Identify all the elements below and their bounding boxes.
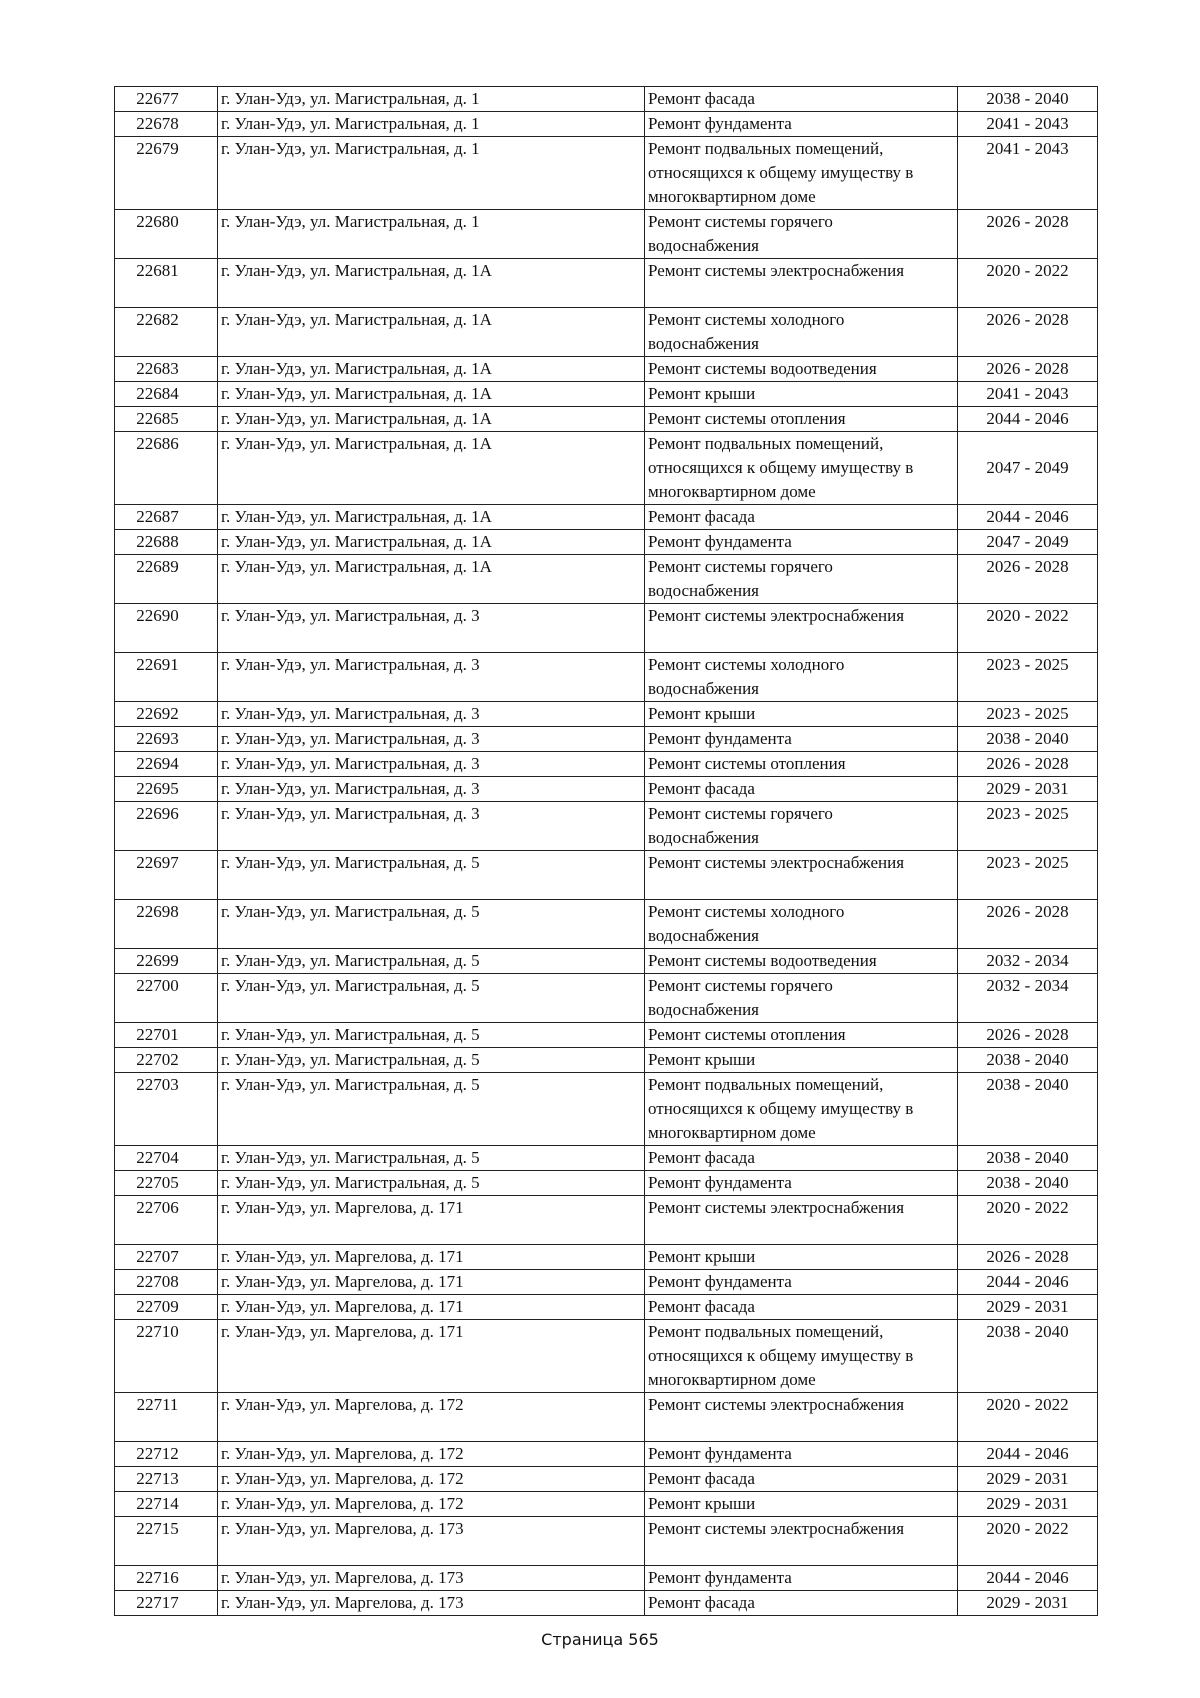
table-row	[115, 137, 1098, 210]
address-cell: г. Улан-Удэ, ул. Маргелова, д. 171	[218, 1270, 645, 1295]
address-cell: г. Улан-Удэ, ул. Маргелова, д. 171	[218, 1320, 645, 1393]
work-type-cell	[645, 1295, 958, 1320]
work-type-cell	[645, 87, 958, 112]
row-number: 22688	[115, 530, 218, 555]
address-cell: г. Улан-Удэ, ул. Маргелова, д. 172	[218, 1492, 645, 1517]
address-cell: г. Улан-Удэ, ул. Маргелова, д. 171	[218, 1245, 645, 1270]
work-type-cell	[645, 1196, 958, 1245]
period-cell: 2044 - 2046	[958, 1442, 1098, 1467]
table-row	[115, 357, 1098, 382]
row-number: 22684	[115, 382, 218, 407]
table-row	[115, 259, 1098, 308]
period-cell: 2026 - 2028	[958, 357, 1098, 382]
work-type-line: Ремонт фасада	[648, 89, 755, 108]
work-type-line: Ремонт фундамента	[648, 729, 792, 748]
address-cell: г. Улан-Удэ, ул. Магистральная, д. 3	[218, 653, 645, 702]
work-type-cell	[645, 1492, 958, 1517]
table-row	[115, 802, 1098, 851]
row-number: 22692	[115, 702, 218, 727]
work-type-cell	[645, 308, 958, 357]
address-cell: г. Улан-Удэ, ул. Маргелова, д. 173	[218, 1517, 645, 1566]
work-type-cell	[645, 112, 958, 137]
period-cell: 2020 - 2022	[958, 1517, 1098, 1566]
work-type-cell	[645, 1467, 958, 1492]
address-cell: г. Улан-Удэ, ул. Магистральная, д. 1А	[218, 382, 645, 407]
address-cell: г. Улан-Удэ, ул. Магистральная, д. 5	[218, 974, 645, 1023]
period-cell: 2038 - 2040	[958, 1048, 1098, 1073]
work-type-line: многоквартирном доме	[648, 1370, 816, 1389]
table-row	[115, 900, 1098, 949]
work-type-cell	[645, 702, 958, 727]
work-type-line: Ремонт фундамента	[648, 1444, 792, 1463]
address-cell: г. Улан-Удэ, ул. Магистральная, д. 1А	[218, 555, 645, 604]
period-cell: 2026 - 2028	[958, 210, 1098, 259]
work-type-line	[648, 1220, 954, 1244]
address-cell: г. Улан-Удэ, ул. Магистральная, д. 1	[218, 87, 645, 112]
work-type-line: водоснабжения	[648, 679, 759, 698]
period-cell: 2032 - 2034	[958, 949, 1098, 974]
table-row	[115, 752, 1098, 777]
row-number: 22677	[115, 87, 218, 112]
row-number: 22712	[115, 1442, 218, 1467]
work-type-cell	[645, 1171, 958, 1196]
work-type-cell	[645, 974, 958, 1023]
work-type-line: Ремонт системы электроснабжения	[648, 1519, 905, 1538]
table-row	[115, 505, 1098, 530]
row-number: 22714	[115, 1492, 218, 1517]
work-type-cell	[645, 357, 958, 382]
address-cell: г. Улан-Удэ, ул. Магистральная, д. 3	[218, 727, 645, 752]
period-cell: 2041 - 2043	[958, 137, 1098, 210]
period-cell: 2038 - 2040	[958, 1146, 1098, 1171]
work-type-line: Ремонт крыши	[648, 1050, 756, 1069]
address-cell: г. Улан-Удэ, ул. Магистральная, д. 5	[218, 1073, 645, 1146]
work-type-cell	[645, 1566, 958, 1591]
work-type-line: Ремонт подвальных помещений,	[648, 139, 884, 158]
work-type-line: Ремонт фундамента	[648, 1568, 792, 1587]
row-number: 22711	[115, 1393, 218, 1442]
row-number: 22696	[115, 802, 218, 851]
period-cell: 2029 - 2031	[958, 777, 1098, 802]
period-cell: 2023 - 2025	[958, 802, 1098, 851]
row-number: 22704	[115, 1146, 218, 1171]
repair-schedule-table	[114, 86, 1098, 1616]
work-type-cell	[645, 777, 958, 802]
work-type-line: многоквартирном доме	[648, 1123, 816, 1142]
work-type-cell	[645, 653, 958, 702]
work-type-line: Ремонт фундамента	[648, 1173, 792, 1192]
address-cell: г. Улан-Удэ, ул. Магистральная, д. 5	[218, 900, 645, 949]
address-cell: г. Улан-Удэ, ул. Магистральная, д. 1	[218, 210, 645, 259]
table-row	[115, 1023, 1098, 1048]
address-cell: г. Улан-Удэ, ул. Магистральная, д. 5	[218, 1146, 645, 1171]
period-cell: 2044 - 2046	[958, 407, 1098, 432]
row-number: 22682	[115, 308, 218, 357]
work-type-line: Ремонт подвальных помещений,	[648, 1322, 884, 1341]
table-row	[115, 530, 1098, 555]
work-type-line: Ремонт системы электроснабжения	[648, 1198, 905, 1217]
table-row	[115, 974, 1098, 1023]
work-type-line: Ремонт системы электроснабжения	[648, 853, 905, 872]
period-cell: 2032 - 2034	[958, 974, 1098, 1023]
work-type-line: Ремонт фасада	[648, 1469, 755, 1488]
work-type-line: Ремонт фасада	[648, 1148, 755, 1167]
work-type-line: Ремонт подвальных помещений,	[648, 434, 884, 453]
work-type-cell	[645, 900, 958, 949]
address-cell: г. Улан-Удэ, ул. Магистральная, д. 1	[218, 137, 645, 210]
table-row	[115, 604, 1098, 653]
row-number: 22700	[115, 974, 218, 1023]
address-cell: г. Улан-Удэ, ул. Магистральная, д. 5	[218, 1023, 645, 1048]
row-number: 22717	[115, 1591, 218, 1616]
work-type-line: Ремонт подвальных помещений,	[648, 1075, 884, 1094]
period-cell: 2038 - 2040	[958, 1320, 1098, 1393]
work-type-line: водоснабжения	[648, 236, 759, 255]
row-number: 22686	[115, 432, 218, 505]
work-type-line: Ремонт фасада	[648, 507, 755, 526]
table-row	[115, 1467, 1098, 1492]
row-number: 22699	[115, 949, 218, 974]
work-type-cell	[645, 802, 958, 851]
address-cell: г. Улан-Удэ, ул. Магистральная, д. 5	[218, 949, 645, 974]
work-type-line: относящихся к общему имуществу в	[648, 163, 914, 182]
period-cell: 2044 - 2046	[958, 1270, 1098, 1295]
row-number: 22698	[115, 900, 218, 949]
work-type-cell	[645, 1442, 958, 1467]
table-row	[115, 1048, 1098, 1073]
row-number: 22707	[115, 1245, 218, 1270]
table-row	[115, 1591, 1098, 1616]
table-row	[115, 1442, 1098, 1467]
work-type-line: водоснабжения	[648, 926, 759, 945]
row-number: 22687	[115, 505, 218, 530]
table-row	[115, 1566, 1098, 1591]
work-type-line: Ремонт системы холодного	[648, 655, 845, 674]
row-number: 22701	[115, 1023, 218, 1048]
work-type-cell	[645, 407, 958, 432]
table-row	[115, 1492, 1098, 1517]
work-type-cell	[645, 1023, 958, 1048]
address-cell: г. Улан-Удэ, ул. Магистральная, д. 5	[218, 1048, 645, 1073]
work-type-line: Ремонт фасада	[648, 1297, 755, 1316]
work-type-cell	[645, 259, 958, 308]
row-number: 22703	[115, 1073, 218, 1146]
work-type-line: многоквартирном доме	[648, 187, 816, 206]
period-cell: 2026 - 2028	[958, 308, 1098, 357]
address-cell: г. Улан-Удэ, ул. Магистральная, д. 1А	[218, 530, 645, 555]
period-cell: 2029 - 2031	[958, 1591, 1098, 1616]
table-row	[115, 1146, 1098, 1171]
work-type-line: относящихся к общему имуществу в	[648, 1346, 914, 1365]
work-type-line: относящихся к общему имуществу в	[648, 1099, 914, 1118]
work-type-line	[648, 875, 954, 899]
period-cell: 2029 - 2031	[958, 1467, 1098, 1492]
row-number: 22683	[115, 357, 218, 382]
period-cell: 2020 - 2022	[958, 604, 1098, 653]
table-row	[115, 1295, 1098, 1320]
table-row	[115, 777, 1098, 802]
work-type-cell	[645, 1270, 958, 1295]
row-number: 22706	[115, 1196, 218, 1245]
row-number: 22690	[115, 604, 218, 653]
table-row	[115, 210, 1098, 259]
row-number: 22715	[115, 1517, 218, 1566]
work-type-line: водоснабжения	[648, 334, 759, 353]
work-type-cell	[645, 1073, 958, 1146]
period-cell: 2041 - 2043	[958, 382, 1098, 407]
table-row	[115, 1270, 1098, 1295]
work-type-line: Ремонт системы электроснабжения	[648, 606, 905, 625]
work-type-line	[648, 1417, 954, 1441]
address-cell: г. Улан-Удэ, ул. Магистральная, д. 3	[218, 777, 645, 802]
work-type-cell	[645, 530, 958, 555]
period-cell: 2029 - 2031	[958, 1492, 1098, 1517]
address-cell: г. Улан-Удэ, ул. Маргелова, д. 172	[218, 1467, 645, 1492]
work-type-line: Ремонт системы отопления	[648, 409, 846, 428]
address-cell: г. Улан-Удэ, ул. Маргелова, д. 173	[218, 1566, 645, 1591]
work-type-line: водоснабжения	[648, 828, 759, 847]
work-type-cell	[645, 505, 958, 530]
address-cell: г. Улан-Удэ, ул. Магистральная, д. 1А	[218, 308, 645, 357]
table-body	[115, 87, 1098, 1616]
address-cell: г. Улан-Удэ, ул. Маргелова, д. 173	[218, 1591, 645, 1616]
work-type-cell	[645, 210, 958, 259]
period-cell: 2020 - 2022	[958, 1196, 1098, 1245]
row-number: 22678	[115, 112, 218, 137]
work-type-line: Ремонт крыши	[648, 1494, 756, 1513]
table-row	[115, 702, 1098, 727]
address-cell: г. Улан-Удэ, ул. Магистральная, д. 3	[218, 604, 645, 653]
work-type-line: Ремонт системы горячего	[648, 804, 833, 823]
row-number: 22710	[115, 1320, 218, 1393]
period-cell: 2020 - 2022	[958, 1393, 1098, 1442]
table-row	[115, 949, 1098, 974]
row-number: 22713	[115, 1467, 218, 1492]
work-type-line: Ремонт системы отопления	[648, 1025, 846, 1044]
row-number: 22702	[115, 1048, 218, 1073]
work-type-cell	[645, 949, 958, 974]
work-type-line: водоснабжения	[648, 581, 759, 600]
work-type-cell	[645, 1048, 958, 1073]
work-type-cell	[645, 752, 958, 777]
work-type-line: Ремонт системы горячего	[648, 212, 833, 231]
row-number: 22679	[115, 137, 218, 210]
table-row	[115, 1073, 1098, 1146]
work-type-line: Ремонт системы горячего	[648, 557, 833, 576]
table-row	[115, 87, 1098, 112]
work-type-line: Ремонт системы отопления	[648, 754, 846, 773]
period-cell: 2038 - 2040	[958, 87, 1098, 112]
row-number: 22708	[115, 1270, 218, 1295]
table-row	[115, 555, 1098, 604]
address-cell: г. Улан-Удэ, ул. Магистральная, д. 1	[218, 112, 645, 137]
work-type-cell	[645, 137, 958, 210]
period-cell: 2023 - 2025	[958, 851, 1098, 900]
address-cell: г. Улан-Удэ, ул. Магистральная, д. 5	[218, 1171, 645, 1196]
row-number: 22693	[115, 727, 218, 752]
table-row	[115, 112, 1098, 137]
period-cell: 2038 - 2040	[958, 1073, 1098, 1146]
row-number: 22695	[115, 777, 218, 802]
work-type-line: Ремонт фасада	[648, 779, 755, 798]
address-cell: г. Улан-Удэ, ул. Маргелова, д. 172	[218, 1393, 645, 1442]
address-cell: г. Улан-Удэ, ул. Магистральная, д. 5	[218, 851, 645, 900]
address-cell: г. Улан-Удэ, ул. Маргелова, д. 172	[218, 1442, 645, 1467]
table-row	[115, 308, 1098, 357]
row-number: 22705	[115, 1171, 218, 1196]
address-cell: г. Улан-Удэ, ул. Магистральная, д. 1А	[218, 259, 645, 308]
row-number: 22681	[115, 259, 218, 308]
work-type-line: Ремонт системы электроснабжения	[648, 261, 905, 280]
work-type-line: Ремонт крыши	[648, 704, 756, 723]
work-type-line: Ремонт системы водоотведения	[648, 359, 877, 378]
work-type-cell	[645, 727, 958, 752]
work-type-line: относящихся к общему имуществу в	[648, 458, 914, 477]
table-row	[115, 1171, 1098, 1196]
work-type-line: Ремонт крыши	[648, 1247, 756, 1266]
table-row	[115, 1320, 1098, 1393]
address-cell: г. Улан-Удэ, ул. Маргелова, д. 171	[218, 1295, 645, 1320]
work-type-line: Ремонт фасада	[648, 1593, 755, 1612]
work-type-cell	[645, 1146, 958, 1171]
address-cell: г. Улан-Удэ, ул. Магистральная, д. 1А	[218, 407, 645, 432]
period-cell: 2038 - 2040	[958, 727, 1098, 752]
table-row	[115, 382, 1098, 407]
address-cell: г. Улан-Удэ, ул. Магистральная, д. 3	[218, 702, 645, 727]
work-type-cell	[645, 432, 958, 505]
work-type-line: Ремонт системы холодного	[648, 310, 845, 329]
work-type-line: водоснабжения	[648, 1000, 759, 1019]
period-cell: 2023 - 2025	[958, 653, 1098, 702]
work-type-line: Ремонт фундамента	[648, 1272, 792, 1291]
row-number: 22691	[115, 653, 218, 702]
work-type-line	[648, 1541, 954, 1565]
address-cell: г. Улан-Удэ, ул. Магистральная, д. 1А	[218, 432, 645, 505]
work-type-line: Ремонт крыши	[648, 384, 756, 403]
table-row	[115, 653, 1098, 702]
work-type-cell	[645, 1393, 958, 1442]
period-cell: 2026 - 2028	[958, 752, 1098, 777]
work-type-cell	[645, 1245, 958, 1270]
row-number: 22697	[115, 851, 218, 900]
table-row	[115, 432, 1098, 505]
period-cell: 2026 - 2028	[958, 1023, 1098, 1048]
period-cell: 2041 - 2043	[958, 112, 1098, 137]
period-cell: 2029 - 2031	[958, 1295, 1098, 1320]
work-type-cell	[645, 604, 958, 653]
address-cell: г. Улан-Удэ, ул. Магистральная, д. 1А	[218, 505, 645, 530]
period-cell: 2023 - 2025	[958, 702, 1098, 727]
period-cell: 2044 - 2046	[958, 1566, 1098, 1591]
work-type-line: Ремонт системы водоотведения	[648, 951, 877, 970]
period-cell: 2047 - 2049	[958, 530, 1098, 555]
row-number: 22685	[115, 407, 218, 432]
table-row	[115, 1196, 1098, 1245]
work-type-line: Ремонт фундамента	[648, 114, 792, 133]
work-type-line: Ремонт системы электроснабжения	[648, 1395, 905, 1414]
work-type-cell	[645, 382, 958, 407]
row-number: 22689	[115, 555, 218, 604]
row-number: 22680	[115, 210, 218, 259]
work-type-line: Ремонт системы горячего	[648, 976, 833, 995]
address-cell: г. Улан-Удэ, ул. Магистральная, д. 3	[218, 802, 645, 851]
work-type-cell	[645, 1517, 958, 1566]
work-type-line: Ремонт фундамента	[648, 532, 792, 551]
table-row	[115, 1517, 1098, 1566]
table-row	[115, 1245, 1098, 1270]
work-type-cell	[645, 1591, 958, 1616]
period-cell: 2038 - 2040	[958, 1171, 1098, 1196]
work-type-line	[648, 628, 954, 652]
table-row	[115, 407, 1098, 432]
row-number: 22709	[115, 1295, 218, 1320]
work-type-line	[648, 283, 954, 307]
address-cell: г. Улан-Удэ, ул. Магистральная, д. 3	[218, 752, 645, 777]
period-cell: 2020 - 2022	[958, 259, 1098, 308]
period-cell: 2047 - 2049	[958, 432, 1098, 505]
table-row	[115, 1393, 1098, 1442]
page-number: Страница 565	[541, 1630, 659, 1649]
work-type-cell	[645, 1320, 958, 1393]
row-number: 22694	[115, 752, 218, 777]
period-cell: 2044 - 2046	[958, 505, 1098, 530]
work-type-line: многоквартирном доме	[648, 482, 816, 501]
work-type-cell	[645, 851, 958, 900]
period-cell: 2026 - 2028	[958, 555, 1098, 604]
address-cell: г. Улан-Удэ, ул. Магистральная, д. 1А	[218, 357, 645, 382]
period-cell: 2026 - 2028	[958, 1245, 1098, 1270]
work-type-line: Ремонт системы холодного	[648, 902, 845, 921]
period-cell: 2026 - 2028	[958, 900, 1098, 949]
work-type-cell	[645, 555, 958, 604]
table-row	[115, 851, 1098, 900]
row-number: 22716	[115, 1566, 218, 1591]
address-cell: г. Улан-Удэ, ул. Маргелова, д. 171	[218, 1196, 645, 1245]
table-row	[115, 727, 1098, 752]
